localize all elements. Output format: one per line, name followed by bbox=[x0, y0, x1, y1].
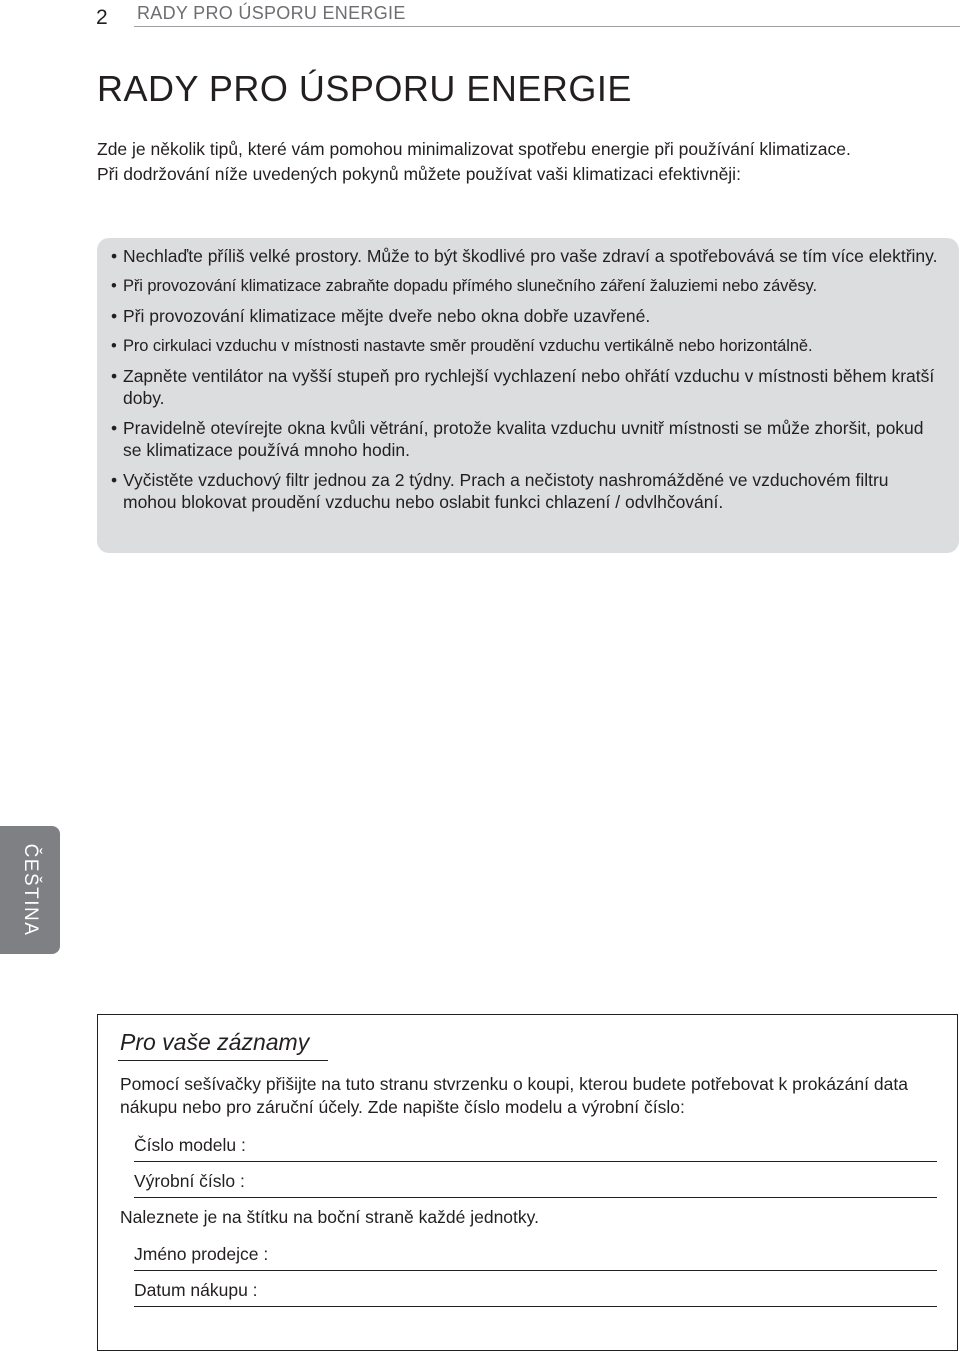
records-description: Pomocí sešívačky přišijte na tuto stranu stvrzenku o koupi, kterou budete potřebovat k prokázání data nákupu nebo pro záruční účely. Zde napište číslo modelu a výrobní číslo: bbox=[120, 1074, 908, 1117]
tip-text: Nechlaďte příliš velké prostory. Může to být škodlivé pro vaše zdraví a spotřebovává se tím více elektřiny. bbox=[123, 246, 938, 266]
page-number: 2 bbox=[96, 6, 108, 29]
header-rule bbox=[134, 26, 960, 27]
intro-paragraph bbox=[97, 137, 957, 187]
tip-text: Zapněte ventilátor na vyšší stupeň pro rychlejší vychlazení nebo ohřátí vzduchu v místnosti během kratší doby. bbox=[123, 366, 935, 408]
dealer-name-label: Jméno prodejce : bbox=[134, 1244, 269, 1264]
tip-text: Vyčistěte vzduchový filtr jednou za 2 týdny. Prach a nečistoty nashromážděné ve vzduchovém filtru mohou blokovat proudění vzduchu nebo oslabit funkci chlazení / odvlhčování. bbox=[123, 470, 889, 512]
tips-box bbox=[97, 238, 959, 553]
tip-item bbox=[111, 275, 941, 297]
tip-item bbox=[111, 305, 941, 327]
tip-text: Při provozování klimatizace zabraňte dopadu přímého slunečního záření žaluziemi nebo závěsy. bbox=[123, 277, 817, 295]
purchase-date-field[interactable] bbox=[134, 1276, 937, 1307]
tip-item bbox=[111, 469, 941, 513]
bullet-icon: • bbox=[111, 306, 118, 326]
bullet-icon: • bbox=[111, 418, 118, 438]
tip-item bbox=[111, 365, 941, 409]
tip-item bbox=[111, 417, 941, 461]
bullet-icon: • bbox=[111, 337, 117, 355]
records-title-underline bbox=[118, 1060, 328, 1061]
records-note: Naleznete je na štítku na boční straně každé jednotky. bbox=[120, 1207, 539, 1227]
records-box bbox=[97, 1014, 958, 1351]
intro-line: Zde je několik tipů, které vám pomohou minimalizovat spotřebu energie při používání klimatizace. bbox=[97, 139, 851, 159]
model-number-label: Číslo modelu : bbox=[134, 1135, 246, 1155]
serial-number-label: Výrobní číslo : bbox=[134, 1171, 245, 1191]
intro-line: Při dodržování níže uvedených pokynů můžete používat vaši klimatizaci efektivněji: bbox=[97, 164, 741, 184]
bullet-icon: • bbox=[111, 277, 117, 295]
bullet-icon: • bbox=[111, 366, 118, 386]
bullet-icon: • bbox=[111, 470, 118, 490]
tip-item bbox=[111, 245, 941, 267]
dealer-name-field[interactable] bbox=[134, 1240, 937, 1271]
tips-list bbox=[111, 245, 941, 521]
tip-text: Pravidelně otevírejte okna kvůli větrání, protože kvalita vzduchu uvnitř místnosti se může zhoršit, pokud se klimatizace používá mnoho hodin. bbox=[123, 418, 924, 460]
page-title: RADY PRO ÚSPORU ENERGIE bbox=[97, 68, 632, 109]
language-tab-label: ČEŠTINA bbox=[20, 843, 41, 937]
purchase-date-label: Datum nákupu : bbox=[134, 1280, 258, 1300]
tip-text: Pro cirkulaci vzduchu v místnosti nastavte směr proudění vzduchu vertikálně nebo horizontálně. bbox=[123, 337, 813, 355]
serial-number-field[interactable] bbox=[134, 1167, 937, 1198]
tip-text: Při provozování klimatizace mějte dveře nebo okna dobře uzavřené. bbox=[123, 306, 651, 326]
tip-item bbox=[111, 335, 941, 357]
model-number-field[interactable] bbox=[134, 1131, 937, 1162]
language-tab bbox=[0, 826, 60, 954]
records-title: Pro vaše záznamy bbox=[120, 1029, 310, 1055]
bullet-icon: • bbox=[111, 246, 118, 266]
running-header-title: RADY PRO ÚSPORU ENERGIE bbox=[137, 3, 406, 23]
